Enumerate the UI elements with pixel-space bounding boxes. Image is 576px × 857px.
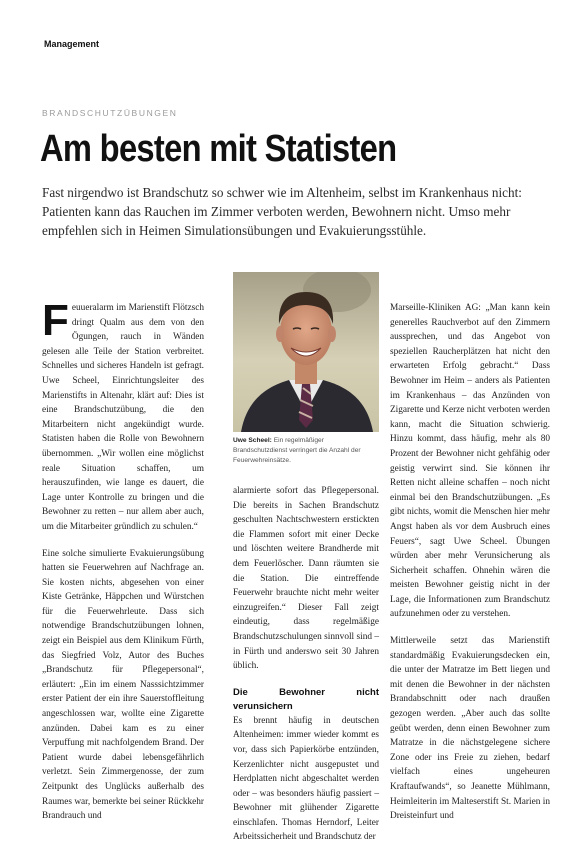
- column2-paragraph-1: alarmierte sofort das Pflegepersonal. Die bereits in Sachen Brandschutz geschulten Nachtschwestern erstickten die Flammen sofort mit einer Decke und löschten weitere Brandherde mit dem Feuerlöscher. Dann räumten sie die Station. Die eintreffende Feuerwehr brauchte nicht mehr weiter einzugreifen.“ Dieser Fall zeigt eindeutig, dass regelmäßige Brandschutzschulungen sinnvoll sind – in Fürth und anderswo seit 30 Jahren üblich.: [233, 486, 379, 672]
- column3-paragraph-1: Marseille-Kliniken AG: „Man kann kein generelles Rauchverbot auf den Zimmern aussprechen, und das Angebot von speziellen Raucherplätzen hat nicht den erwarteten Erfolg gebracht.“ Dass Bewohner im Heim – anders als Patienten im Krankenhaus – das Anzünden von Zigarette und Kerze nicht verboten werden kann, macht die Situation schwierig. Hinzu kommt, dass häufig, mehr als 80 Prozent der Bewohner nicht gehfähig oder geistig verwirrt sind. Sie können ihr Retten nicht alleine schaffen – noch nicht einmal bei den Brandschutzübungen. „Es gibt nichts, womit die Menschen hier mehr Angst haben als vor dem Ausbruch eines Feuers“, sagt Uwe Scheel. Übungen würden aber mehr Verunsicherung als Sicherheit schaffen. Ohnehin wären die meisten Bewohner geistig nicht in der Lage, die Informationen zum Brandschutz aufzunehmen oder zu verstehen.: [390, 303, 550, 620]
- column3-paragraph-2: Mittlerweile setzt das Marienstift standardmäßig Evakuierungsdecken ein, die unter der Matratze im Bett liegen und mit denen die Bewohner in der nächsten Brandabschnitt oder nach draußen gezogen werden. „Aber auch das sollte geübt werden, denn einen Bewohner zum Matratze in die nächstgelegene sichere Zone oder ins Freie zu ziehen, bedarf vielfach eines ungeheuren Kraftaufwands“, so Jeanette Mühlmann, Heimleiterin im Malteserstift St. Marien in Dreisteinfurt und: [390, 636, 550, 822]
- column2-paragraph-2: Es brennt häufig in deutschen Altenheimen: immer wieder kommt es vor, dass sich Papierkörbe entzünden, Kerzenlichter nicht ausgepustet und Herdplatten nicht abgeschaltet werden oder – was besonders häufig passiert – Bewohner mit glühender Zigarette einschlafen. Thomas Herndorf, Leiter Arbeitssicherheit und Brandschutz der: [233, 715, 379, 843]
- text-column-3: [390, 301, 550, 836]
- photo-caption: [233, 436, 379, 466]
- article-kicker: BRANDSCHUTZÜBUNGEN: [42, 108, 178, 118]
- portrait-photo: [233, 272, 379, 432]
- section-label: Management: [44, 39, 100, 49]
- column2-subhead: Die Bewohner nicht verunsichern: [233, 686, 379, 712]
- article-headline: Am besten mit Statisten: [40, 128, 397, 170]
- column1-paragraph-2: Eine solche simulierte Evakuierungsübung hatten sie Feuerwehren auf Nachfrage an. Sie kosten nichts, abgesehen von einer Kiste Getränke, Häppchen und Würstchen für die Feuerwehrleute. Dass sich notwendige Brandschutzübungen lohnen, zeigt ein Beispiel aus dem Klinikum Fürth, das Siegfried Volz, Autor des Buches „Brandschutz für Pflegepersonal“, erläutert: „Ein im einem Nasssichtzimmer erster Patient der ein ihre Sauerstoffleitung angeschlossen war, wollte eine Zigarette anzünden. Dabei kam es zu einer Verpuffung mit nachfolgendem Brand. Der Patient wurde dabei lebensgefährlich verletzt. Sein Zimmergenosse, der zum Zeitpunkt des Unglücks außerhalb des Raumes war, bemerkte bei seiner Rückkehr Brandrauch und: [42, 548, 204, 822]
- caption-text: Ein regelmäßiger Brandschutzdienst verringert die Anzahl der Feuerwehreinsätze.: [233, 437, 361, 464]
- text-column-2: [233, 484, 379, 857]
- column1-paragraph-1: Feuueralarm im Marienstift Flötzsch dringt Qualm aus dem von den Ögungen, rauch in Wänden gelesen alle Teile der Station verbreitet. Schnelles und sicheres Handeln ist gefragt. Uwe Scheel, Einrichtungsleiter des Marienstifts in Altenahr, klärt auf: Dies ist eine Brandschutzübung, die den Mitarbeitern nicht angekündigt wurde. Statisten haben die Rolle von Bewohnern übernommen. „Wir wollen eine möglichst reale Situation schaffen, um herauszufinden, wie lange es dauert, die Lage unter Kontrolle zu bringen und die Bewohner zu retten – nur allem aber auch, um die Mitarbeiter gründlich zu schulen.“: [42, 296, 204, 532]
- caption-name: Uwe Scheel:: [233, 437, 272, 444]
- dropcap: F: [42, 296, 69, 345]
- text-column-1: [42, 296, 204, 836]
- article-lead: Fast nirgendwo ist Brandschutz so schwer wie im Altenheim, selbst im Krankenhaus nicht: Patienten kann das Rauchen im Zimmer verboten werden, Bewohnern nicht. Umso mehr empfehlen sich in Heimen Simulationsübungen und Evakuierungsstühle.: [42, 185, 522, 238]
